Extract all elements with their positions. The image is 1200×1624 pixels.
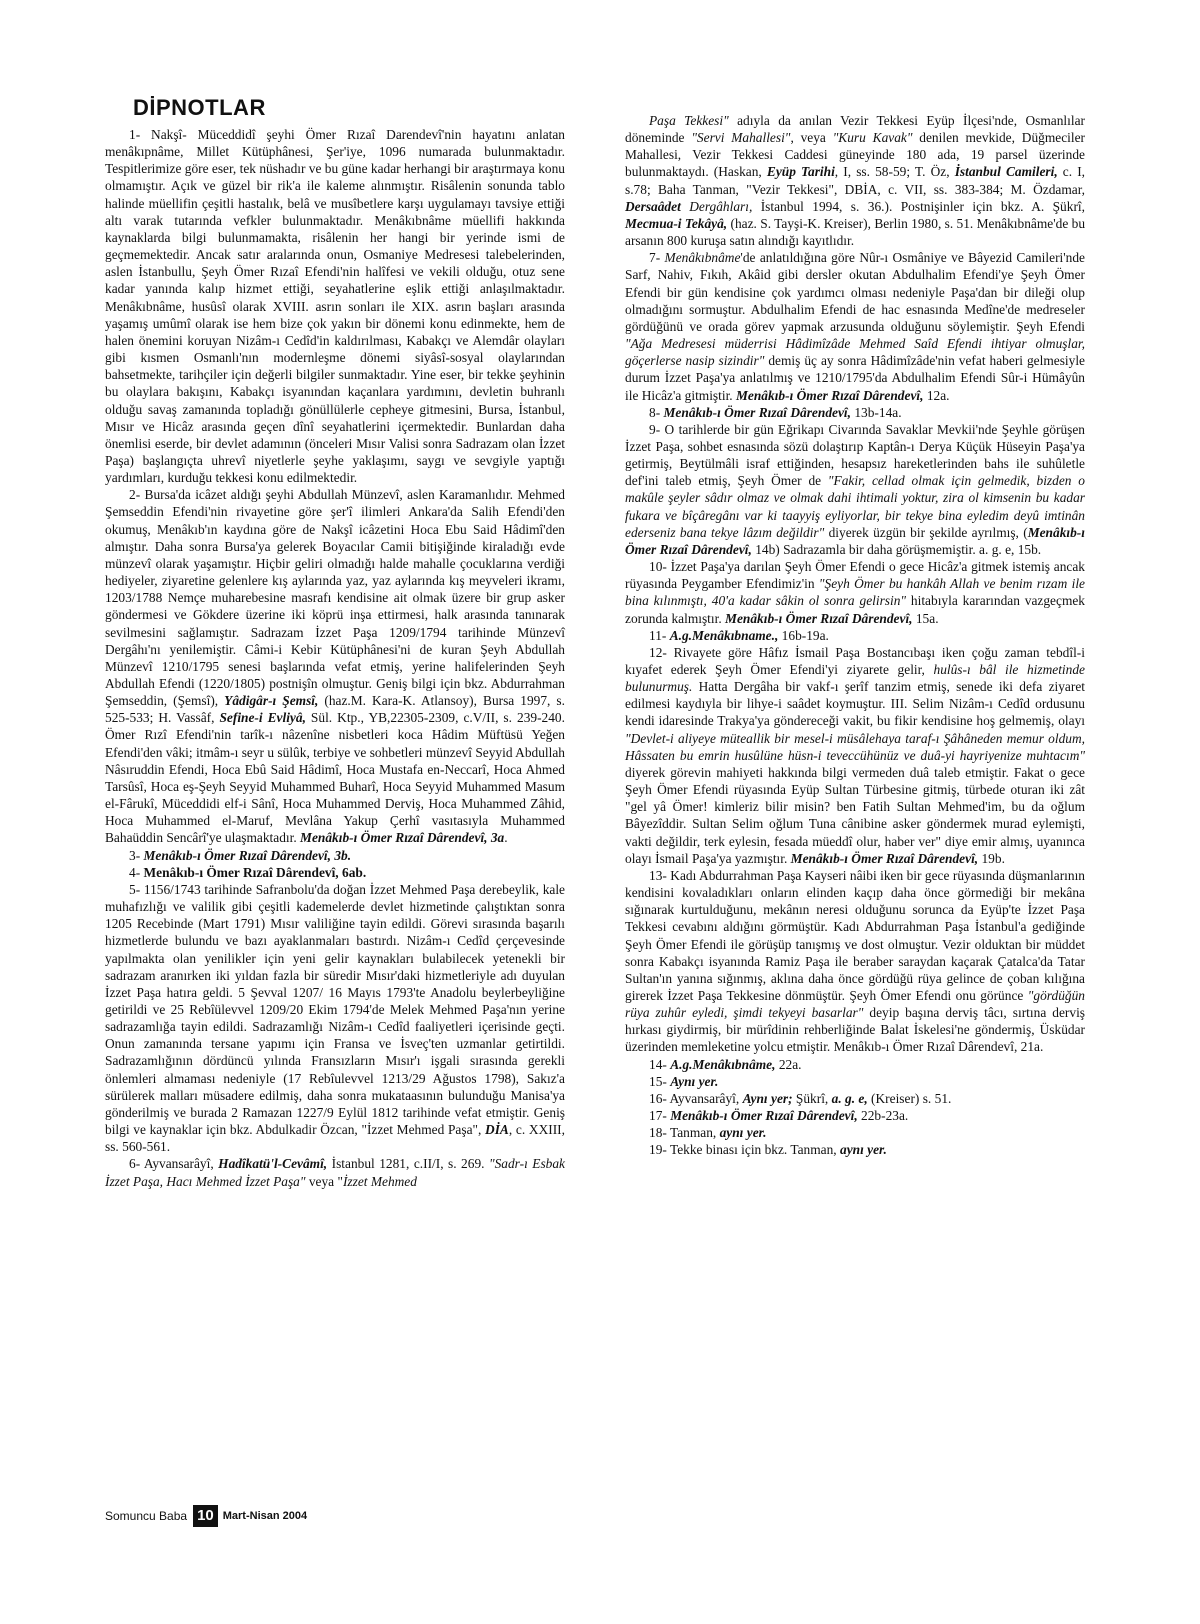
footnote-text: a. g. e, <box>831 1090 868 1106</box>
footnote-text: veya " <box>305 1173 343 1189</box>
footnote-text: 9- O tarihlerde bir gün Eğrikapı Civarında Savaklar Mevkii'nde Şeyhle görüşen İzzet Paşa, sohbet esnasında sözü dolaştırıp Kaptân-ı Derya Küçük Hüseyin Paşa'ya getirmiş, Beytülmâli israf ettiğinden, hesapsız hareketlerinden bahs ile suhûletle def'ini taleb etmiş, Şeyh Ömer de <box>625 421 1085 489</box>
footnote-text: Paşa Tekkesi" <box>649 113 729 128</box>
footnote-text: diyerek üzgün bir şekilde ayrılmış, ( <box>824 524 1028 540</box>
footnote-text: DİA <box>485 1122 509 1138</box>
footnote-text: Şükrî, <box>792 1090 832 1106</box>
footnote-text: "Ağa Medresesi müderrisi Hâdimîzâde Mehmed Saîd Efendi ihtiyar olmuşlar, göçerlerse nasip sizindir" <box>625 336 1085 369</box>
footnote-paragraph <box>105 864 565 881</box>
footnote-paragraph <box>625 249 1085 403</box>
footnote-paragraph <box>625 404 1085 421</box>
footnote-paragraph <box>625 1124 1085 1141</box>
footnote-paragraph <box>105 1155 565 1189</box>
footnote-text: . <box>504 830 508 846</box>
footnote-paragraph <box>625 1056 1085 1073</box>
footnote-text: Menâkıbnâme <box>664 250 741 266</box>
footnote-paragraph <box>105 126 565 486</box>
footnote-text: (haz. S. Tayşi-K. Kreiser), Berlin 1980, s. 51. Menâkıbnâme'de bu arsanın 800 kuruşa satın alındığı kayıtlıdır. <box>625 215 1086 249</box>
footnote-text: 7- <box>649 250 665 266</box>
footnote-text: 14- <box>649 1056 671 1072</box>
footnote-text: Menâkıb-ı Ömer Rızaî Dârendevî, 6ab. <box>143 864 367 880</box>
footnote-text: 2- Bursa'da icâzet aldığı şeyhi Abdullah Münzevî, aslen Karamanlıdır. Mehmed Şemseddin Efendi'nin rivayetine göre şer'î ilimleri Ankara'da Salih Efendi'den okumuş, Menâkıb'ın kaydına göre de Nakşî icâzetini Hoca Ebu Said Hâdimî'den almıştır. Daha sonra Bursa'ya gelerek Boyacılar Camii bitişiğinde kiraladığı evde münzevî olarak yaşamıştır. Hiçbir geliri olmadığı halde mahalle çocuklarına verdiği hediyeler, ziyaretine gelenlere kış aylarında yaz, yaz aylarında kış meyveleri ikramı, 1203/1788 Nemçe muharebesine masrafı kendisine ait olmak üzere bir grup asker göndermesi ve Gökdere üzerine iki köprü inşa ettirmesi, halk arasında tanınarak sevilmesini sağlamıştır. Sadrazam İzzet Paşa 1209/1794 tarihinde Münzevî Dergâhı'nı yenilemiştir. Câmi-i Kebir Kütüphânesi'ni de kuran Şeyh Abdullah Münzevî 1210/1795 senesi başlarında vefat etmiş, yerine halifelerinden Şeyh Abdullah Efendi (1220/1805) postnişîn olmuştur. Geniş bilgi için bkz. Abdurrahman Şemseddin, (Şemsî), <box>105 487 565 709</box>
footnote-paragraph <box>625 1141 1085 1158</box>
footnote-text: Sefine-i Evliyâ, <box>219 710 306 726</box>
footnote-text <box>681 199 689 214</box>
footnote-paragraph <box>625 112 1085 249</box>
footnote-paragraph <box>105 881 565 1156</box>
footnote-text: İzzet Mehmed <box>342 1173 417 1189</box>
footnote-paragraph <box>625 1107 1085 1124</box>
footnote-text: , I, ss. 58-59; T. Öz, <box>834 164 955 180</box>
footnote-text: deyip başına derviş tâcı, sırtına derviş hırkası giydirmiş, bir mürîdinin rehberliğinde Balat İskelesi'ne göndermiş, Üsküdar üzerinden memleketine yolcu etmiştir. Menâkıb-ı Ömer Rızaî Dârendevî, 21a. <box>625 1005 1086 1055</box>
footnote-text: 18- Tanman, <box>649 1125 720 1141</box>
footnote-text: 13- Kadı Abdurrahman Paşa Kayseri nâibi iken bir gece rüyasında düşmanlarının kendisini kovaladıkları onların elinden kaçıp daha önce görmediği bir mekâna sığınarak kurtulduğunu, mekânın neresi olduğunu sorunca da Eyüp'te İzzet Paşa Tekkesi cevabını aldığını görmüştür. Kadı Abdurrahman Paşa İstanbul'a gediğinde Şeyh Ömer Efendi ile görüşüp tanışmış ve dost olmuştur. Vezir olduktan bir müddet sonra Kabakçı isyanında Ramiz Paşa ile beraber saraydan kaçarak Çatalca'da Tatar Sultan'ın yanına sığınmış, aklına daha önce gördüğü rüya gelince de çoban kılığına girerek İzzet Paşa Tekkesine dönmüştür. Şeyh Ömer Efendi onu görünce <box>625 867 1085 1003</box>
footnote-text: hulûs-ı bâl ile hizmetinde bulunurmuş. <box>625 662 1085 695</box>
footnote-text: 6- Ayvansarâyî, <box>129 1156 219 1172</box>
footnote-paragraph <box>625 627 1085 644</box>
footnote-text: 15a. <box>912 610 939 626</box>
page-footer <box>105 1505 307 1527</box>
footnote-text: aynı yer. <box>719 1125 767 1141</box>
footnote-text: 16- Ayvansarâyî, <box>649 1090 743 1106</box>
footnote-text: Aynı yer. <box>670 1073 719 1089</box>
footnote-paragraph <box>625 644 1085 867</box>
footnote-text: aynı yer. <box>840 1142 887 1158</box>
footnote-text: , veya <box>790 130 833 146</box>
footnote-text: "Servi Mahallesi" <box>691 130 791 146</box>
footnote-text: Menâkıb-ı Ömer Rızaî Dârendevî, <box>663 404 851 420</box>
footnote-text: 11- <box>649 627 670 643</box>
footnote-text: Menâkıb-ı Ömer Rızaî Dârendevî, <box>736 387 924 403</box>
footnote-text: 10- İzzet Paşa'ya darılan Şeyh Ömer Efendi o gece Hicâz'a gitmek istemiş ancak rüyasında Peygamber Efendimiz'in <box>625 559 1085 592</box>
footnotes-left <box>105 126 565 1190</box>
footnote-text: İstanbul Camileri, <box>954 164 1058 180</box>
footnote-text: İstanbul 1994, s. 36.). Postnişinler için bkz. A. Şükrî, <box>752 198 1085 214</box>
footnote-text: c. I, s.78; Baha Tanman, "Vezir Tekkesi", DBİA, c. VII, ss. 383-384; M. Özdamar, <box>625 164 1086 197</box>
page-heading: DİPNOTLAR <box>133 95 266 120</box>
footnote-text: 16b-19a. <box>778 627 829 643</box>
footnote-paragraph <box>625 558 1085 627</box>
footnote-text: Mecmua-i Tekâyâ, <box>625 215 728 231</box>
footnote-text: Sül. Ktp., YB,22305-2309, c.V/II, s. 239-240. Ömer Rızî Efendi'nin tarîk-ı nâzenîne nisbetleri koca Hâdim Müftüsü Yeğen Efendi'den vâki; itmâm-ı seyr u sülûk, terbiye ve sohbetleri münzevî Seyyid Abdullah Nâsıruddin Efendi, Hoca Ebû Said Hâdimî, Hoca Mustafa en-Neccarî, Hoca Ahmed Tarsûsî, Hoca eş-Şeyh Seyyid Muhammed Buharî, Hoca Seyyid Muhammed Masum el-Fârukî, Müceddidi elf-i Sânî, Hoca Muhammed Derviş, Hoca Muhammed Zâhid, Hoca Muhammed el-Maruf, Mevlâna Yakup Çerhî vasıtasıyla Muhammed Bahaüddin Sencârî'ye ulaşmaktadır. <box>105 710 565 846</box>
footnote-text: Aynı yer; <box>742 1090 793 1106</box>
issue-date: Mart-Nisan 2004 <box>222 1510 308 1522</box>
footnote-text: 19- Tekke binası için bkz. Tanman, <box>649 1142 841 1158</box>
footnote-text: Eyüp Tarihi <box>766 164 835 180</box>
footnote-text: Yâdigâr-ı Şemsî, <box>224 693 319 709</box>
footnote-text: "gördüğün rüya zuhûr eyledi, şimdi tekyeyi basarlar" <box>625 987 1085 1021</box>
footnote-text: Hadîkatü'l-Cevâmî, <box>218 1156 328 1172</box>
footnote-text: 22b-23a. <box>857 1108 909 1124</box>
footnote-text: "Fakir, cellad olmak için gelmedik, bizden o makûle şeyler sâdır olmaz ve olmak dahi ihtimali yoktur, zira ol kimsenin bu kadar fukara ve bîçâregânı var ki taayyiş eyliyorlar, bir tekye bina eyledim deyû imtinân ederseniz bana tekye lâzım değildir" <box>625 473 1085 540</box>
footnote-paragraph <box>625 1073 1085 1090</box>
footnote-text: Menâkıb-ı Ömer Rızaî Dârendevî, <box>790 850 979 866</box>
footnote-paragraph <box>105 847 565 864</box>
footnote-text: Menâkıb-ı Ömer Rızaî Dârendevî, 3b. <box>143 847 352 863</box>
footnote-text: 1- Nakşî- Müceddidî şeyhi Ömer Rızaî Darendevî'nin hayatını anlatan menâkıpnâme, Millet Kütüphânesi, Şer'iye, 1096 numarada bulunmaktadır. Tespitlerimize göre eser, tek nüshadır ve bu güne kadar herhangi bir araştırmaya konu olmamıştır. Açık ve güzel bir rik'a ile kaleme alınmıştır. Risâlenin sonunda tablo halinde müellifin çeşitli hastalık, belâ ve musîbetlere karşı uygulamayı tavsiye ettiği altı varak tutarında vefkler bulunmaktadır. Menâkıbnâme müellifi hakkında kaynaklarda bilgi bulunmamakta, risâlenin her hangi bir yerinde ismi de geçmemektedir. Ancak satır aralarında onun, Osmaniye Medresesi talebelerinden, aslen İstanbullu, Şeyh Ömer Rızaî Efendi'nin halîfesi ve vekili olduğu, otuz sene kadar yanında kalıp hizmet ettiği, seyahatlerine eşlik ettiği anlaşılmaktadır. Menâkıbnâme, husûsî olarak XVIII. asrın sonları ile XIX. asrın başları arasında yaşamış umûmî olarak ise hem bize çok yakın bir dönemi konu edinmekte, hem de halen önemini koruyan Nizâm-ı Cedîd'in kaldırılması, Kabakçı ve Alemdâr olayları gibi kısmen Osmanlı'nın modernleşme dönemi siyâsî-sosyal olaylarından bahsetmekte, tarihçiler için değerli bilgiler sunmaktadır. Yine eser, bir tekke şeyhinin bu olaylara bakışını, Kabakçı isyanından kaçanlara yardımını, devletin buhranlı olduğu savaş zamanında topladığı gönüllülerle cepheye gitmesini, Bursa, İstanbul, Mısır ve Hicâz arasında geçen dînî seyahatlerini içermektedir. Bunlardan daha önemlisi eserde, bir devlet adamının (önceleri Mısır Valisi sonra Sadrazam olan İzzet Paşa) başlangıçta uhrevî niyetlerle şeyhe yaklaşımı, saygı ve sevgiyle yaptığı yardımları, kurduğu tekkesi konu edilmektedir. <box>105 127 565 486</box>
footnote-paragraph <box>625 1090 1085 1107</box>
footnote-paragraph <box>625 421 1085 558</box>
footnote-text: hitabıyla kararından vazgeçmek zorunda kalmıştır. <box>625 593 1085 626</box>
footnote-text: 8- <box>649 404 664 420</box>
footnote-text: , c. XXIII, ss. 560-561. <box>105 1122 565 1155</box>
footnote-text: Menâkıb-ı Ömer Rızaî Dârendevî, 3a <box>300 830 505 846</box>
footnote-text: İstanbul 1281, c.II/I, s. 269. <box>327 1156 489 1172</box>
footnote-text: 22a. <box>775 1056 802 1072</box>
footnote-text: 13b-14a. <box>850 404 902 420</box>
footnote-text: Menâkıb-ı Ömer Rızaî Dârendevî, <box>625 524 1085 557</box>
footnote-text: Dersaâdet <box>625 198 681 214</box>
footnote-text: "Kuru Kavak" <box>832 130 913 146</box>
footnote-text: demiş üç ay sonra Hâdimîzâde'nin vefat haberi gelmesiyle durum İzzet Paşa'ya anlatılmış ve 1210/1795'da Abdulhalim Efendi Sûr-i Hümâyûn ile Hicâz'a gitmiştir. <box>625 353 1085 403</box>
footnote-text: 3- <box>129 847 144 863</box>
footnote-text: "Sadr-ı Esbak İzzet Paşa, Hacı Mehmed İzzet Paşa" <box>105 1156 565 1189</box>
footnotes-right <box>625 112 1085 1159</box>
footnote-text: "Şeyh Ömer bu hankâh Allah ve benim rızam ile bina kılınmıştı, 40'a kadar sâkin ol sonra gelirsin" <box>625 576 1085 609</box>
footnote-text: 12a. <box>923 387 950 403</box>
footnote-text: denilen mevkide, Düğmeciler Mahallesi, Vezir Tekkesi Caddesi güneyinde 180 ada, 19 parsel üzerinde bulunmaktaydı. (Haskan, <box>625 130 1085 180</box>
right-column <box>625 112 1085 1159</box>
footnote-text: adıyla da anılan Vezir Tekkesi Eyüp İlçesi'nde, Osmanlılar döneminde <box>625 113 1085 146</box>
footnote-paragraph <box>625 867 1085 1056</box>
footnote-text: 14b) Sadrazamla bir daha görüşmemiştir. a. g. e, 15b. <box>751 541 1042 557</box>
page-number: 10 <box>193 1505 218 1527</box>
footnote-text: Dergâhları, <box>689 198 753 214</box>
footnote-text: 'de anlatıldığına göre Nûr-ı Osmâniye ve Bâyezid Camileri'nde Sarf, Nahiv, Fıkıh, Akâid gibi dersler okutan Abdulhalim Efendi'ye Şeyh Ömer Efendi bir gün kendisine çok yardımcı olması nedeniyle Paşa'dan bir dileği olup olmadığını sormuştur. Abdulhalim Efendi de hac esnasında Medîne'de medreseler gördüğünü ve orada görev yapmak arzusunda olduğunu söylemiştir. Şeyh Efendi <box>625 250 1085 334</box>
footnote-text: (Kreiser) s. 51. <box>867 1090 952 1106</box>
footnote-text: Hatta Dergâha bir vakf-ı şerîf tanzim etmiş, senede iki defa ziyaret edilmesi kaydıyla bir lihye-i saâdet koymuştur. III. Selim Nizâm-ı Cedîd ordusunu kendi idaresinde Trakya'ya göndereceği vakit, bu fikir kendisine hoş gelmemiş, olayı <box>625 679 1085 729</box>
footnote-text: Menâkıb-ı Ömer Rızaî Dârendevî, <box>725 610 913 626</box>
footnote-text: A.g.Menâkıbnâme, <box>670 1056 776 1072</box>
footnote-text: 12- Rivayete göre Hâfız İsmail Paşa Bostancıbaşı iken çoğu zaman tebdîl-i kıyafet ederek Şeyh Ömer Efendi'yi ziyarete gelir, <box>625 644 1085 677</box>
footnote-text: 17- <box>649 1108 671 1124</box>
left-column <box>105 96 565 1190</box>
footnote-text: 5- 1156/1743 tarihinde Safranbolu'da doğan İzzet Mehmed Paşa derebeylik, kale muhafızlığı ve valilik gibi çeşitli kademelerde devlet hizmetinde çalıştıktan sonra 1205 Recebinde (Mart 1791) Mısır valiliğine tayin edildi. Görevi sırasında başarılı hizmetlerde bulundu ve bazı ayaklanmaları bastırdı. Nizâm-ı Cedîd çerçevesinde yapılmakta olan yenilikler için yeni gelir kaynakları bulabilecek yetenekli bir sadrazam aranırken iki yıldan fazla bir süredir Mısır'daki hizmetleriyle adı duyulan İzzet Paşa hatıra geldi. 5 Şevval 1207/ 16 Mayıs 1793'te Anadolu beylerbeyliğine getirildi ve 25 Rebîülevvel 1209/20 Ekim 1794'de Melek Mehmed Paşa'nın yerine sadrazamlığa tayin edildi. Sadrazamlığı Nizâm-ı Cedîd faaliyetleri içerisinde geçti. Onun zamanında tersane yapımı için Fransa ve İsveç'ten uzmanlar getirtildi. Sadrazamlığının dördüncü yılında Fransızların Mısır'ı işgali sırasında gerekli önlemleri almaması nedeniyle (17 Rebîulevvel 1213/29 Ağustos 1798), Sakız'a sürülerek malları müsadere edilmiş, daha sonra mukataasının bulunduğu Manisa'ya gönderilmiş ve burada 2 Ramazan 1227/9 Eylül 1812 tarihinde vefat etmiştir. Geniş bilgi ve kaynaklar için bkz. Abdulkadir Özcan, "İzzet Mehmed Paşa", <box>105 881 565 1138</box>
footnote-text: 15- <box>649 1073 671 1089</box>
footnote-text: "Devlet-i aliyeye müteallik bir mesel-i müsâlehaya taraf-ı Şâhâneden memur oldum, Hâssaten bu emrin husûlüne hüsn-i teveccühünüz ve duâ-yi hayriyenize muhtacım" <box>625 730 1085 763</box>
footnote-text: A.g.Menâkıbname., <box>669 627 779 643</box>
publication-name: Somuncu Baba <box>105 1509 188 1523</box>
footnote-text: Menâkıb-ı Ömer Rızaî Dârendevî, <box>670 1108 858 1124</box>
footnote-text: 19b. <box>978 850 1005 866</box>
footnote-text: (haz.M. Kara-K. Atlansoy), Bursa 1997, s. 525-533; H. Vassâf, <box>105 693 565 726</box>
footnote-text: 4- <box>129 864 144 880</box>
footnote-text: diyerek görevin mahiyeti hakkında bilgi vermeden duâ taleb etmiştir. Fakat o gece Şeyh Ömer Efendi rüyasında Eyüp Sultan Türbesine gitmiş, türbede oturan iki zât "gel yâ Ömer! kimleriz bilir misin? ben Fatih Sultan Mehmed'im, bu da oğlum Bâyezîddir. Sultan Selim oğlum Tuna cânibine asker göndermek murad eylemişti, vakti değildir, terk eylesin, fesada müeddî olur, haber ver" diye emir almış, uyanınca olayı İsmail Paşa'ya yazmıştır. <box>625 764 1085 866</box>
footnote-paragraph <box>105 486 565 846</box>
